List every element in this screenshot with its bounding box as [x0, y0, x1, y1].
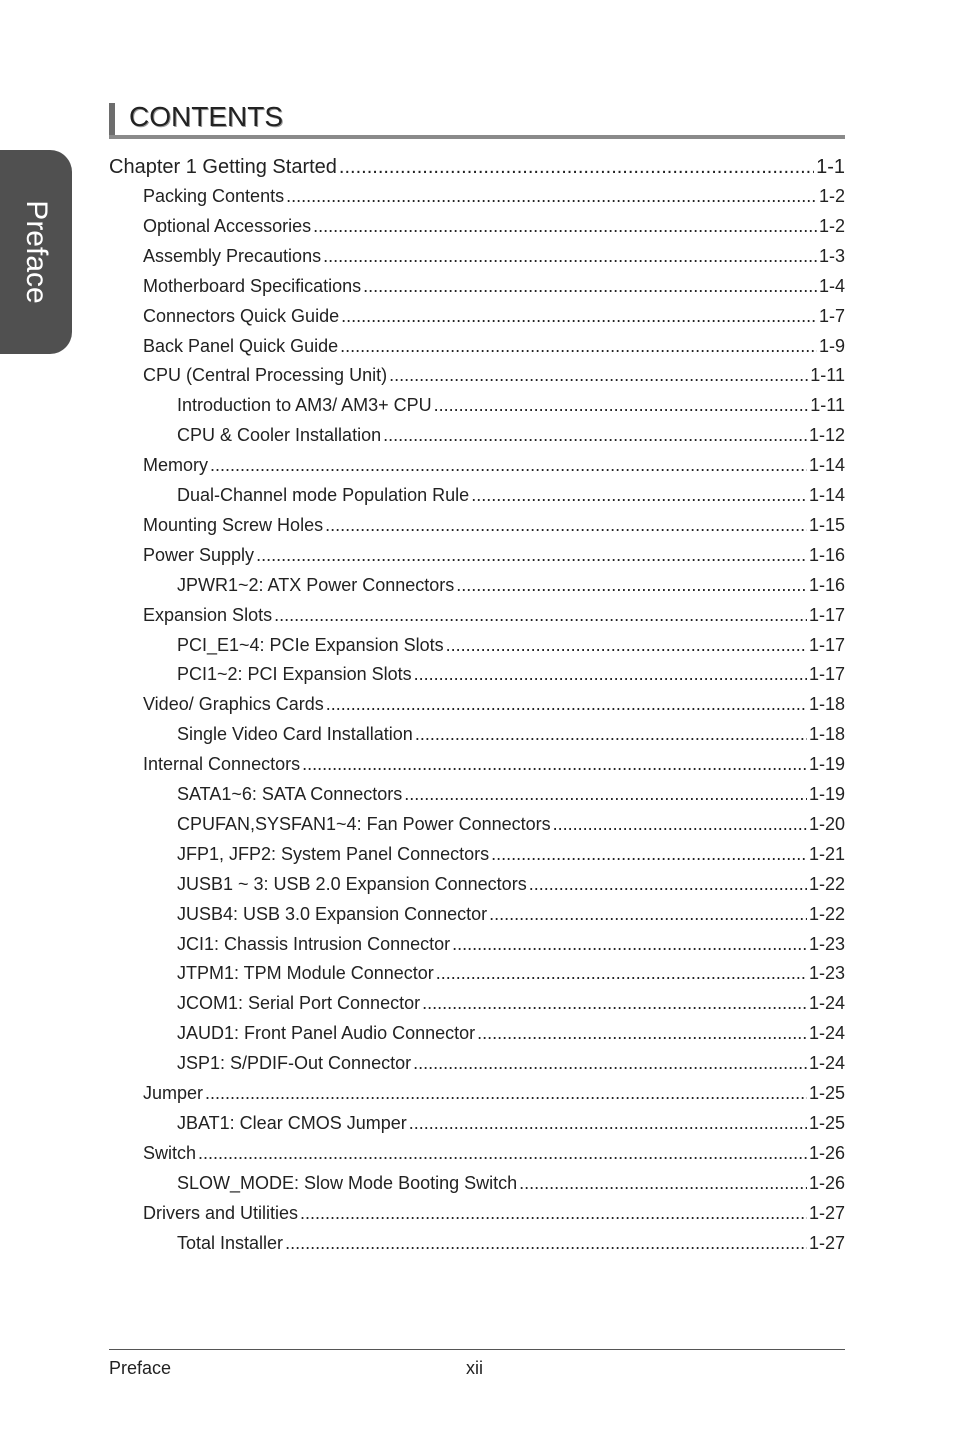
toc-entry-page: 1-24 [808, 1053, 845, 1074]
toc-entry-title: JCI1: Chassis Intrusion Connector [177, 933, 451, 954]
toc-entry[interactable] [143, 276, 845, 300]
toc-entry-page: 1-16 [808, 574, 845, 595]
toc-entry-page: 1-2 [818, 215, 845, 236]
toc-entry[interactable] [177, 1023, 845, 1047]
toc-entry-title: JCOM1: Serial Port Connector [177, 993, 421, 1014]
toc-entry[interactable] [143, 455, 845, 479]
toc-dot-leader [341, 306, 817, 327]
toc-entry-page: 1-14 [808, 485, 845, 505]
toc-entry-page: 1-1 [816, 156, 845, 178]
toc-entry-title: PCI_E1~4: PCIe Expansion Slots [177, 634, 444, 655]
toc-entry-page: 1-22 [808, 873, 845, 894]
toc-entry-page: 1-25 [808, 1112, 845, 1133]
toc-entry-title: JAUD1: Front Panel Audio Connector [177, 1023, 476, 1044]
toc-entry-title: Back Panel Quick Guide [143, 335, 339, 356]
toc-dot-leader [389, 365, 808, 386]
toc-entry-page: 1-4 [818, 275, 845, 296]
toc-dot-leader [489, 904, 807, 925]
toc-entry-page: 1-27 [808, 1232, 845, 1253]
toc-entry-title: SLOW_MODE: Slow Mode Booting Switch [177, 1172, 518, 1193]
toc-entry-page: 1-21 [808, 843, 845, 864]
toc-entry-page: 1-24 [808, 993, 845, 1014]
toc-entry[interactable] [177, 904, 845, 928]
toc-entry-title: Assembly Precautions [143, 245, 322, 266]
toc-entry-page: 1-17 [808, 634, 845, 655]
toc-entry-page: 1-11 [810, 395, 845, 416]
toc-dot-leader [413, 1053, 807, 1074]
toc-entry-page: 1-25 [808, 1083, 845, 1103]
toc-entry[interactable] [143, 754, 845, 778]
toc-entry-title: Motherboard Specifications [143, 275, 362, 296]
toc-entry-title: Dual-Channel mode Population Rule [177, 485, 470, 505]
toc-entry-title: Packing Contents [143, 186, 285, 206]
toc-entry-page: 1-9 [818, 335, 845, 356]
toc-dot-leader [456, 575, 807, 596]
toc-entry[interactable] [177, 724, 845, 748]
toc-entry-title: Switch [143, 1142, 197, 1163]
toc-entry-title: Connectors Quick Guide [143, 305, 340, 326]
toc-entry[interactable] [143, 1203, 845, 1227]
toc-dot-leader [477, 1023, 807, 1044]
toc-dot-leader [313, 216, 817, 237]
toc-dot-leader [529, 874, 807, 895]
toc-entry[interactable] [177, 963, 845, 987]
toc-entry-title: Memory [143, 455, 209, 476]
toc-entry[interactable] [177, 485, 845, 509]
toc-entry-page: 1-23 [808, 933, 845, 954]
toc-entry[interactable] [143, 694, 845, 718]
toc-entry-page: 1-19 [808, 754, 845, 775]
toc-entry-title: Internal Connectors [143, 754, 301, 775]
toc-dot-leader [422, 993, 807, 1014]
toc-entry-title: CPU (Central Processing Unit) [143, 365, 388, 386]
toc-dot-leader [436, 963, 807, 984]
toc-entry[interactable] [143, 306, 845, 330]
footer-page-number: xii [466, 1358, 483, 1378]
toc-entry[interactable] [177, 1113, 845, 1137]
toc-dot-leader [286, 186, 817, 207]
toc-entry-page: 1-18 [808, 724, 845, 745]
toc-entry-title: Expansion Slots [143, 604, 273, 625]
toc-entry[interactable] [143, 545, 845, 569]
toc-entry-page: 1-2 [818, 186, 845, 206]
toc-dot-leader [198, 1143, 807, 1164]
toc-dot-leader [519, 1173, 807, 1194]
toc-entry-page: 1-11 [810, 365, 845, 386]
toc-dot-leader [205, 1083, 807, 1104]
toc-entry-page: 1-14 [808, 455, 845, 476]
toc-entry[interactable] [177, 874, 845, 898]
toc-entry[interactable] [177, 993, 845, 1017]
toc-entry-page: 1-17 [808, 664, 845, 685]
title-accent-bar [109, 103, 115, 137]
toc-entry-page: 1-19 [808, 784, 845, 804]
toc-dot-leader [383, 425, 807, 446]
toc-entry-page: 1-18 [808, 694, 845, 715]
toc-entry-title: CPUFAN,SYSFAN1~4: Fan Power Connectors [177, 813, 551, 834]
toc-entry[interactable] [177, 575, 845, 599]
toc-entry-title: PCI1~2: PCI Expansion Slots [177, 664, 412, 685]
toc-entry-page: 1-12 [808, 425, 845, 446]
toc-dot-leader [415, 724, 807, 745]
toc-dot-leader [326, 694, 807, 715]
toc-entry[interactable] [177, 635, 845, 659]
toc-entry-page: 1-16 [808, 544, 845, 565]
toc-entry-page: 1-23 [808, 963, 845, 984]
toc-entry-title: CPU & Cooler Installation [177, 425, 382, 446]
toc-dot-leader [274, 605, 807, 626]
toc-entry-title: JUSB4: USB 3.0 Expansion Connector [177, 903, 488, 924]
toc-entry[interactable] [177, 1233, 845, 1257]
title-underline [109, 135, 845, 139]
side-tab [0, 150, 72, 354]
toc-entry[interactable] [109, 156, 845, 180]
toc-entry[interactable] [177, 425, 845, 449]
toc-entry-page: 1-24 [808, 1023, 845, 1044]
toc-entry-title: Jumper [143, 1083, 204, 1103]
toc-dot-leader [302, 754, 807, 775]
toc-entry-title: Drivers and Utilities [143, 1202, 299, 1223]
toc-dot-leader [325, 515, 807, 536]
toc-dot-leader [553, 814, 807, 835]
toc-entry[interactable] [143, 336, 845, 360]
toc-dot-leader [434, 395, 809, 416]
toc-dot-leader [323, 246, 817, 267]
toc-entry-title: JTPM1: TPM Module Connector [177, 963, 434, 984]
toc-entry-page: 1-20 [808, 813, 845, 834]
toc-dot-leader [363, 276, 817, 297]
page-title: CONTENTS [129, 101, 283, 132]
side-tab-label: Preface [20, 200, 53, 304]
toc-entry[interactable] [177, 1053, 845, 1077]
toc-dot-leader [409, 1113, 807, 1134]
toc-dot-leader [210, 455, 807, 476]
toc-dot-leader [340, 336, 817, 357]
toc-entry-title: Introduction to AM3/ AM3+ CPU [177, 395, 432, 416]
toc-entry[interactable] [177, 664, 845, 688]
toc-entry-title: JUSB1 ~ 3: USB 2.0 Expansion Connectors [177, 873, 527, 894]
toc-dot-leader [414, 664, 807, 685]
toc-entry-title: JPWR1~2: ATX Power Connectors [177, 574, 455, 595]
toc-dot-leader [285, 1233, 807, 1254]
toc-entry-page: 1-22 [808, 903, 845, 924]
toc-entry[interactable] [177, 814, 845, 838]
toc-entry[interactable] [143, 365, 845, 389]
toc-entry[interactable] [143, 246, 845, 270]
toc-entry-title: Optional Accessories [143, 215, 312, 236]
toc-entry-title: Mounting Screw Holes [143, 514, 324, 535]
toc-entry-title: Video/ Graphics Cards [143, 694, 324, 715]
toc-entry[interactable] [177, 395, 845, 419]
toc-entry[interactable] [143, 605, 845, 629]
toc-entry-page: 1-26 [808, 1172, 845, 1193]
toc-entry[interactable] [177, 844, 845, 868]
toc-entry[interactable] [177, 934, 845, 958]
toc-entry-page: 1-15 [808, 514, 845, 535]
toc-dot-leader [339, 156, 814, 179]
footer-section: Preface [109, 1358, 172, 1378]
toc-dot-leader [452, 934, 807, 955]
toc-entry-title: JBAT1: Clear CMOS Jumper [177, 1112, 407, 1133]
toc-entry-page: 1-26 [808, 1142, 845, 1163]
toc-entry-title: Single Video Card Installation [177, 724, 413, 745]
toc-entry-title: SATA1~6: SATA Connectors [177, 784, 403, 804]
toc-dot-leader [446, 635, 807, 656]
toc-dot-leader [404, 784, 807, 805]
toc-entry-title: Power Supply [143, 544, 255, 565]
toc-entry[interactable] [177, 1173, 845, 1197]
toc-dot-leader [491, 844, 807, 865]
toc-dot-leader [256, 545, 807, 566]
toc-dot-leader [300, 1203, 807, 1224]
toc-entry-title: JSP1: S/PDIF-Out Connector [177, 1053, 412, 1074]
toc-entry[interactable] [143, 1143, 845, 1167]
toc-entry-page: 1-17 [808, 604, 845, 625]
toc-entry[interactable] [143, 515, 845, 539]
footer-divider [109, 1349, 845, 1350]
toc-entry[interactable] [143, 1083, 845, 1107]
toc-entry-title: Total Installer [177, 1232, 284, 1253]
toc-entry-page: 1-7 [818, 305, 845, 326]
toc-entry[interactable] [143, 186, 845, 210]
toc-entry-title: JFP1, JFP2: System Panel Connectors [177, 843, 490, 864]
toc-entry-page: 1-27 [808, 1202, 845, 1223]
toc-entry[interactable] [143, 216, 845, 240]
toc-dot-leader [471, 485, 807, 506]
toc-entry-title: Chapter 1 Getting Started [109, 156, 337, 178]
toc-entry-page: 1-3 [818, 245, 845, 266]
toc-entry[interactable] [177, 784, 845, 808]
